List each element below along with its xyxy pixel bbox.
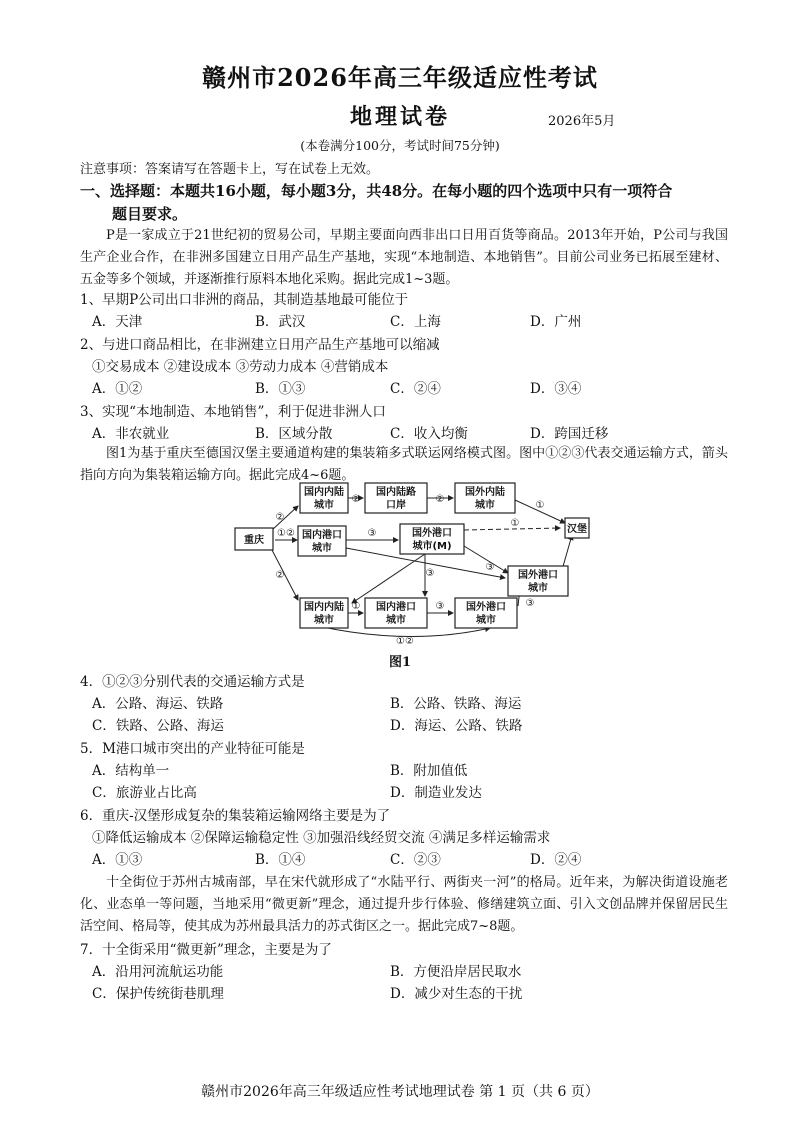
edge-label-bottom-right: ③	[525, 598, 535, 609]
q6-stem: 6．重庆-汉堡形成复杂的集装箱运输网络主要是为了	[80, 808, 391, 824]
q4-option-b: B．公路、铁路、海运	[390, 696, 522, 712]
edge-label-bottom-curve: ①②	[396, 636, 414, 647]
passage-1: P是一家成立于21世纪初的贸易公司，早期主要面向西非出口日用百货等商品。2013年开始，P公司与我国生产企业合作，在非洲多国建立日用产品生产基地，实现“本地制造、本地销售”。目前公司业务已拓展至建材、五金等多个领域，并逐渐推行原料本地化采购。据此完成1~3题。	[80, 228, 728, 287]
node-chongqing: 重庆	[244, 535, 264, 546]
edge-label-m-hamburg: ①	[510, 518, 520, 529]
q2-option-c: C．②④	[390, 381, 441, 397]
node-domestic-port-bottom-l2: 城市	[386, 615, 406, 626]
node-inland-top-l1: 国内内陆	[304, 487, 344, 498]
edge-label-cq-bottom: ②	[275, 570, 285, 581]
q2-stem: 2、与进口商品相比，在非洲建立日用产品生产基地可以缩减	[80, 337, 440, 353]
q7-stem: 7．十全街采用“微更新”理念，主要是为了	[80, 942, 332, 958]
q3-option-a: A．非农就业	[92, 426, 170, 442]
q6-option-a: A．①③	[92, 852, 143, 868]
q6-option-c: C．②③	[390, 852, 441, 868]
edge-m-to-inlandbottom	[352, 554, 425, 603]
q7-option-a: A．沿用河流航运功能	[92, 964, 224, 980]
exam-subtitle: 地理试卷	[349, 104, 450, 130]
edge-label-top-1: ②	[351, 494, 361, 505]
q4-option-d: D．海运、公路、铁路	[390, 718, 523, 734]
exam-date: 2026年5月	[548, 114, 616, 129]
page-footer: 赣州市2026年高三年级适应性考试地理试卷 第 1 页（共 6 页）	[201, 1084, 599, 1100]
q1-stem: 1、早期P公司出口非洲的商品，其制造基地最可能位于	[80, 292, 409, 308]
node-foreign-port-bottom-l1: 国外港口	[466, 602, 506, 613]
node-foreign-port-bottom-l2: 城市	[476, 615, 496, 626]
node-foreign-port-m-l1: 国外港口	[412, 528, 452, 539]
section-heading-line2: 题目要求。	[112, 205, 188, 223]
figure-1-caption: 图1	[388, 655, 412, 670]
q1-option-a: A．天津	[92, 314, 143, 330]
edge-label-m-bottom: ③	[425, 568, 435, 579]
q1-option-d: D．广州	[530, 314, 582, 330]
node-domestic-port-l1: 国内港口	[302, 530, 342, 541]
node-domestic-port-bottom-l1: 国内港口	[376, 602, 416, 613]
node-foreign-port-right-l2: 城市	[528, 583, 548, 594]
edge-foreignport-to-hamburg	[562, 535, 572, 570]
q6-option-b: B．①④	[255, 852, 306, 868]
node-land-port-l2: 口岸	[386, 500, 406, 511]
edge-label-bottom-1: ①	[351, 601, 361, 612]
node-land-port-l1: 国内陆路	[376, 487, 416, 498]
q6-items: ①降低运输成本 ②保障运输稳定性 ③加强沿线经贸交流 ④满足多样运输需求	[92, 830, 551, 846]
q5-option-a: A．结构单一	[92, 763, 170, 779]
q4-option-a: A．公路、海运、铁路	[92, 696, 224, 712]
q5-stem: 5．M港口城市突出的产业特征可能是	[80, 741, 305, 757]
q2-option-b: B．①③	[255, 381, 306, 397]
node-foreign-port-right-l1: 国外港口	[518, 570, 558, 581]
edge-label-inland-hamburg: ①	[535, 500, 545, 511]
edge-label-port-m: ③	[367, 528, 377, 539]
q1-option-c: C．上海	[390, 314, 441, 330]
edge-label-cq-mid: ①②	[277, 528, 295, 539]
q3-option-c: C．收入均衡	[390, 426, 468, 442]
q3-option-b: B．区域分散	[255, 426, 333, 442]
notice: 注意事项：答案请写在答题卡上，写在试卷上无效。	[80, 162, 380, 177]
q6-option-d: D．②④	[530, 852, 582, 868]
q2-option-d: D．③④	[530, 381, 582, 397]
q5-option-b: B．附加值低	[390, 763, 468, 779]
exam-title: 赣州市2026年高三年级适应性考试	[202, 63, 598, 92]
q3-stem: 3、实现“本地制造、本地销售”，利于促进非洲人口	[80, 404, 386, 420]
q2-option-a: A．①②	[92, 381, 143, 397]
q7-option-b: B．方便沿岸居民取水	[390, 964, 522, 980]
edge-label-m-right: ③	[485, 562, 495, 573]
q4-stem: 4．①②③分别代表的交通运输方式是	[80, 674, 305, 690]
q1-option-b: B．武汉	[255, 314, 306, 330]
node-inland-bottom-l1: 国内内陆	[304, 602, 344, 613]
edge-label-cq-top: ②	[275, 512, 285, 523]
q4-option-c: C．铁路、公路、海运	[92, 718, 224, 734]
q5-option-d: D．制造业发达	[390, 785, 482, 801]
q3-option-d: D．跨国迁移	[530, 426, 609, 442]
passage-3: 十全街位于苏州古城南部，早在宋代就形成了“水陆平行、两街夹一河”的格局。近年来，为解决街道设施老化、业态单一等问题，当地采用“微更新”理念，通过提升步行体验、修缮建筑立面、引入文创品牌并保留居民生活空间、格局等，使其成为苏州最具活力的苏式街区之一。据此完成7~8题。	[80, 875, 728, 934]
node-domestic-port-l2: 城市	[312, 543, 332, 554]
q7-option-d: D．减少对生态的干扰	[390, 986, 523, 1002]
node-foreign-port-m-l2: 城市(M)	[412, 541, 452, 552]
figure-1-network-diagram	[230, 478, 590, 653]
node-foreign-inland-l2: 城市	[475, 500, 495, 511]
q5-option-c: C．旅游业占比高	[92, 785, 197, 801]
node-foreign-inland-l1: 国外内陆	[465, 487, 505, 498]
edge-label-bottom-2: ③	[435, 601, 445, 612]
passage-2: 图1为基于重庆至德国汉堡主要通道构建的集装箱多式联运网络模式图。图中①②③代表交通运输方式，箭头指向方向为集装箱运输方向。据此完成4~6题。	[80, 446, 728, 483]
score-line: (本卷满分100分，考试时间75分钟)	[300, 138, 500, 153]
node-inland-bottom-l2: 城市	[314, 615, 334, 626]
node-hamburg: 汉堡	[567, 524, 587, 535]
edge-label-top-2: ②	[435, 494, 445, 505]
q7-option-c: C．保护传统街巷肌理	[92, 986, 224, 1002]
q2-items: ①交易成本 ②建设成本 ③劳动力成本 ④营销成本	[92, 359, 389, 375]
section-heading-line1: 一、选择题：本题共16小题，每小题3分，共48分。在每小题的四个选项中只有一项符合	[80, 182, 673, 200]
node-inland-top-l2: 城市	[314, 500, 334, 511]
